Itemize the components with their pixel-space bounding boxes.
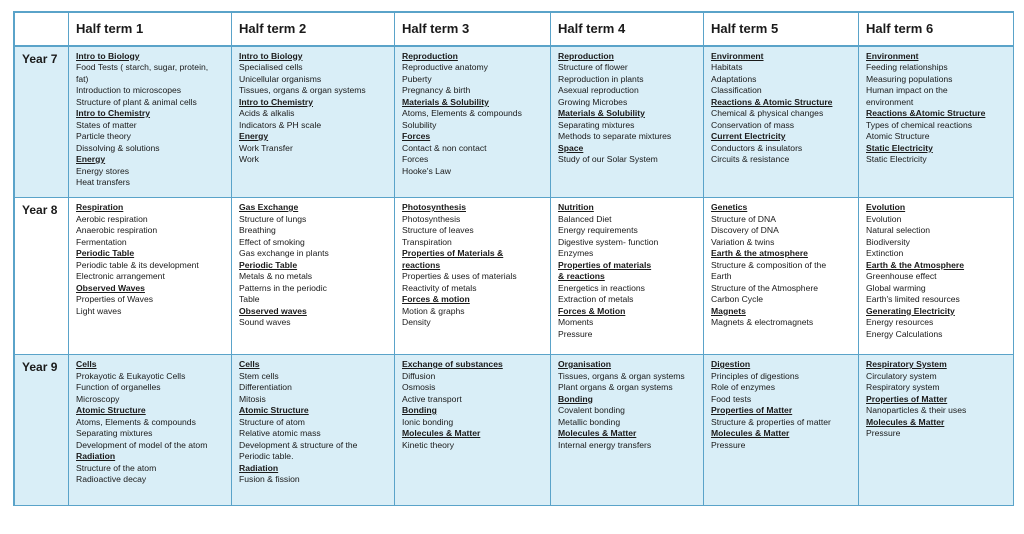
topic-cell [232, 198, 395, 355]
topic-list [395, 47, 550, 178]
topic-item: Structure of plant & animal cells [76, 96, 197, 107]
topic-cell [395, 355, 551, 506]
topic-heading: Intro to Chemistry [239, 96, 314, 107]
topic-heading: Atomic Structure [76, 405, 146, 415]
topic-item: Circulatory system [866, 370, 937, 381]
curriculum-table-frame [13, 11, 1014, 506]
topic-item: Fermentation [76, 236, 127, 247]
topic-item: Differentiation [239, 382, 292, 392]
topic-item: Respiratory system [866, 382, 940, 392]
topic-item: Atomic Structure [866, 131, 930, 141]
topic-item: Energy stores [76, 165, 130, 176]
topic-item: Biodiversity [866, 236, 910, 247]
topic-item: Static Electricity [866, 154, 927, 164]
topic-heading: Forces & Motion [558, 305, 626, 316]
topic-item: Mitosis [239, 393, 266, 404]
topic-item: Tissues, organs & organ systems [558, 370, 685, 381]
topic-item: Circuits & resistance [711, 154, 790, 164]
topic-item: Growing Microbes [558, 96, 628, 107]
topic-list [69, 355, 231, 486]
topic-list [551, 355, 703, 451]
topic-item: Unicellular organisms [239, 73, 322, 84]
topic-item: Gas exchange in plants [239, 248, 329, 258]
header-row [15, 13, 1014, 46]
topic-item: Work Transfer [239, 142, 293, 153]
topic-cell [859, 355, 1014, 506]
topic-item: Light waves [76, 305, 122, 316]
topic-heading: Cells [76, 359, 97, 369]
topic-cell [232, 355, 395, 506]
topic-item: Forces [402, 154, 429, 164]
topic-heading: Reactions &Atomic Structure [866, 108, 986, 118]
topic-item: Electronic arrangement [76, 271, 165, 281]
topic-heading: Earth & the atmosphere [711, 248, 808, 258]
topic-cell [69, 46, 232, 198]
topic-heading: Reproduction [558, 50, 614, 61]
topic-cell [704, 355, 859, 506]
topic-heading: Molecules & Matter [558, 428, 637, 438]
header-half-term-1: Half term 1 [69, 13, 232, 46]
topic-item: Patterns in the periodic [239, 282, 327, 293]
topic-item: Food Tests ( starch, sugar, protein, [76, 62, 209, 72]
topic-item: Greenhouse effect [866, 271, 937, 281]
topic-heading: Periodic Table [239, 259, 298, 270]
topic-item: Microscopy [76, 393, 120, 404]
topic-heading: Photosynthesis [402, 202, 466, 212]
topic-heading: Static Electricity [866, 142, 933, 153]
topic-cell [69, 355, 232, 506]
topic-heading: Bonding [402, 405, 437, 415]
topic-heading: Properties of Matter [711, 405, 793, 415]
topic-item: Human impact on the [866, 85, 948, 95]
topic-item: Pregnancy & birth [402, 85, 471, 95]
topic-heading: Molecules & Matter [402, 428, 481, 438]
topic-item: Conservation of mass [711, 119, 795, 130]
header-half-term-3: Half term 3 [395, 13, 551, 46]
topic-cell [551, 198, 704, 355]
topic-cell [859, 198, 1014, 355]
topic-item: Pressure [866, 428, 901, 438]
topic-item: Effect of smoking [239, 236, 305, 247]
topic-list [69, 198, 231, 317]
topic-list [69, 47, 231, 189]
topic-item: Digestive system- function [558, 236, 659, 247]
topic-list [704, 47, 858, 166]
topic-item: Structure of flower [558, 62, 628, 72]
table-row [15, 46, 1014, 198]
topic-item: Moments [558, 317, 594, 327]
topic-heading: Forces & motion [402, 294, 470, 304]
topic-item: Energetics in reactions [558, 282, 645, 293]
topic-heading: Genetics [711, 202, 748, 212]
topic-item: Carbon Cycle [711, 294, 764, 304]
topic-list [859, 47, 1013, 166]
topic-item: Extinction [866, 248, 904, 258]
topic-item: Internal energy transfers [558, 439, 652, 450]
topic-item: Structure of leaves [402, 225, 474, 235]
topic-heading: Generating Electricity [866, 305, 955, 316]
topic-heading: Intro to Chemistry [76, 108, 151, 118]
topic-list [395, 198, 550, 329]
topic-list [551, 198, 703, 340]
topic-heading: Reproduction [402, 50, 458, 61]
topic-heading: Atomic Structure [239, 405, 309, 415]
topic-item: Indicators & PH scale [239, 119, 322, 130]
topic-item: Development of model of the atom [76, 439, 208, 450]
header-half-term-5: Half term 5 [704, 13, 859, 46]
topic-item: Properties & uses of materials [402, 271, 517, 281]
topic-heading: Energy [239, 131, 269, 141]
topic-item: Metallic bonding [558, 416, 621, 427]
topic-item: Relative atomic mass [239, 428, 321, 438]
topic-item: Adaptations [711, 73, 757, 84]
topic-item: Active transport [402, 393, 462, 404]
topic-heading: Properties of materials [558, 259, 652, 270]
topic-cell [704, 198, 859, 355]
topic-item: Habitats [711, 62, 743, 72]
topic-item: Energy Calculations [866, 328, 943, 339]
topic-item: Methods to separate mixtures [558, 131, 672, 141]
topic-heading: Radiation [239, 462, 279, 473]
topic-item: Structure of DNA [711, 213, 776, 224]
topic-heading: Nutrition [558, 202, 594, 212]
header-corner [15, 13, 69, 46]
topic-cell [395, 198, 551, 355]
year-label: Year 7 [15, 46, 69, 198]
topic-item: Study of our Solar System [558, 154, 658, 164]
topic-list [704, 355, 858, 451]
topic-item: Pressure [558, 328, 593, 339]
topic-cell [859, 46, 1014, 198]
topic-item: Classification [711, 85, 762, 95]
topic-heading: Intro to Biology [76, 50, 140, 61]
topic-item: Variation & twins [711, 236, 775, 247]
topic-item: Aerobic respiration [76, 213, 148, 224]
topic-list [232, 47, 394, 166]
topic-item: Principles of digestions [711, 370, 799, 381]
topic-item: Puberty [402, 73, 432, 84]
topic-item: fat) [76, 73, 89, 84]
topic-item: Reproductive anatomy [402, 62, 488, 72]
topic-heading: Gas Exchange [239, 202, 299, 212]
topic-heading: Observed waves [239, 305, 307, 316]
topic-list [232, 355, 394, 486]
topic-item: Radioactive decay [76, 474, 147, 484]
topic-item: Stem cells [239, 370, 279, 381]
topic-cell [69, 198, 232, 355]
topic-item: Structure & properties of matter [711, 416, 831, 427]
topic-item: Hooke's Law [402, 165, 451, 176]
topic-item: Work [239, 154, 259, 164]
topic-item: Feeding relationships [866, 62, 948, 72]
topic-heading: Properties of Matter [866, 393, 948, 404]
topic-heading: Molecules & Matter [711, 428, 790, 438]
topic-item: Enzymes [558, 248, 594, 258]
topic-heading: Cells [239, 359, 260, 369]
topic-item: Specialised cells [239, 62, 303, 72]
table-row [15, 355, 1014, 506]
topic-list [859, 198, 1013, 340]
topic-item: Development & structure of the [239, 439, 358, 450]
topic-item: environment [866, 96, 914, 107]
curriculum-table [14, 12, 1014, 506]
topic-item: Chemical & physical changes [711, 108, 824, 118]
year-label: Year 9 [15, 355, 69, 506]
topic-item: Structure of the Atmosphere [711, 282, 819, 293]
topic-heading: Exchange of substances [402, 359, 503, 369]
topic-item: Kinetic theory [402, 439, 455, 450]
topic-item: Atoms, Elements & compounds [402, 108, 522, 118]
topic-cell [232, 46, 395, 198]
topic-item: Prokayotic & Eukayotic Cells [76, 370, 186, 381]
topic-item: Periodic table. [239, 451, 294, 461]
topic-item: Ionic bonding [402, 416, 454, 427]
topic-heading: Environment [866, 50, 919, 61]
header-half-term-4: Half term 4 [551, 13, 704, 46]
topic-item: Covalent bonding [558, 405, 625, 415]
topic-item: Dissolving & solutions [76, 142, 160, 153]
topic-heading: Earth & the Atmosphere [866, 259, 965, 270]
topic-item: Pressure [711, 439, 746, 450]
topic-heading: Current Electricity [711, 131, 786, 141]
topic-list [551, 47, 703, 166]
topic-heading: Space [558, 142, 584, 153]
topic-heading: Materials & Solubility [558, 108, 645, 118]
topic-list [704, 198, 858, 329]
topic-item: Properties of Waves [76, 294, 154, 304]
topic-heading: Respiration [76, 202, 124, 212]
topic-item: Magnets & electromagnets [711, 317, 814, 327]
topic-item: Sound waves [239, 317, 291, 327]
topic-item: Energy requirements [558, 225, 638, 235]
topic-item: Natural selection [866, 225, 931, 235]
topic-item: Structure & composition of the [711, 259, 827, 270]
topic-heading: Energy [76, 154, 106, 164]
topic-item: Structure of lungs [239, 213, 307, 224]
topic-item: Global warming [866, 282, 926, 293]
topic-item: Photosynthesis [402, 213, 461, 224]
topic-heading: Bonding [558, 393, 593, 404]
topic-heading: Respiratory System [866, 359, 947, 369]
topic-heading: Evolution [866, 202, 906, 212]
topic-item: Evolution [866, 213, 902, 224]
topic-item: Tissues, organs & organ systems [239, 85, 366, 95]
topic-item: Periodic table & its development [76, 259, 199, 270]
topic-item: Energy resources [866, 317, 934, 327]
topic-item: Motion & graphs [402, 305, 465, 316]
topic-heading: Molecules & Matter [866, 416, 945, 427]
topic-item: Role of enzymes [711, 382, 776, 392]
topic-item: Discovery of DNA [711, 225, 779, 235]
topic-heading: Radiation [76, 451, 116, 461]
topic-item: Function of organelles [76, 382, 161, 392]
topic-heading: Materials & Solubility [402, 96, 489, 107]
topic-item: Fusion & fission [239, 474, 300, 484]
topic-item: Measuring populations [866, 73, 953, 84]
topic-item: Transpiration [402, 236, 452, 247]
topic-heading: Periodic Table [76, 248, 135, 258]
topic-item: Atoms, Elements & compounds [76, 416, 196, 427]
topic-item: Asexual reproduction [558, 85, 639, 95]
topic-cell [704, 46, 859, 198]
topic-item: Food tests [711, 393, 752, 404]
topic-item: States of matter [76, 119, 137, 130]
topic-heading: Intro to Biology [239, 50, 303, 61]
topic-item: Table [239, 294, 260, 304]
year-label: Year 8 [15, 198, 69, 355]
topic-item: Conductors & insulators [711, 142, 803, 153]
topic-item: Solubility [402, 119, 437, 130]
header-half-term-6: Half term 6 [859, 13, 1014, 46]
table-row [15, 198, 1014, 355]
topic-heading: Organisation [558, 359, 612, 369]
topic-item: Density [402, 317, 431, 327]
topic-item: Balanced Diet [558, 213, 612, 224]
topic-item: Structure of the atom [76, 462, 157, 473]
topic-item: Anaerobic respiration [76, 225, 158, 235]
topic-item: Diffusion [402, 370, 436, 381]
topic-item: Acids & alkalis [239, 108, 295, 118]
topic-heading: Environment [711, 50, 764, 61]
topic-item: Heat transfers [76, 177, 130, 187]
topic-cell [395, 46, 551, 198]
topic-cell [551, 46, 704, 198]
topic-list [232, 198, 394, 329]
topic-cell [551, 355, 704, 506]
topic-heading: Magnets [711, 305, 746, 316]
topic-item: Separating mixtures [76, 428, 153, 438]
topic-item: Reactivity of metals [402, 282, 477, 293]
topic-item: Metals & no metals [239, 271, 313, 281]
topic-heading: Reactions & Atomic Structure [711, 96, 833, 107]
header-half-term-2: Half term 2 [232, 13, 395, 46]
topic-heading: Observed Waves [76, 282, 145, 293]
topic-heading: Forces [402, 131, 431, 141]
topic-item: Extraction of metals [558, 294, 634, 304]
topic-item: Plant organs & organ systems [558, 382, 673, 392]
topic-item: Nanoparticles & their uses [866, 405, 967, 415]
topic-heading: & reactions [558, 271, 605, 281]
topic-item: Reproduction in plants [558, 73, 644, 84]
topic-item: Breathing [239, 225, 276, 235]
topic-heading: Properties of Materials & [402, 248, 504, 258]
topic-item: Earth [711, 271, 732, 281]
topic-item: Types of chemical reactions [866, 119, 973, 130]
topic-item: Particle theory [76, 131, 131, 141]
topic-item: Osmosis [402, 382, 436, 392]
topic-item: Contact & non contact [402, 142, 487, 153]
topic-heading: Digestion [711, 359, 751, 369]
topic-heading: reactions [402, 259, 441, 270]
topic-list [395, 355, 550, 451]
topic-list [859, 355, 1013, 440]
topic-item: Separating mixtures [558, 119, 635, 130]
topic-item: Structure of atom [239, 416, 305, 427]
topic-item: Earth's limited resources [866, 294, 960, 304]
topic-item: Introduction to microscopes [76, 85, 182, 95]
